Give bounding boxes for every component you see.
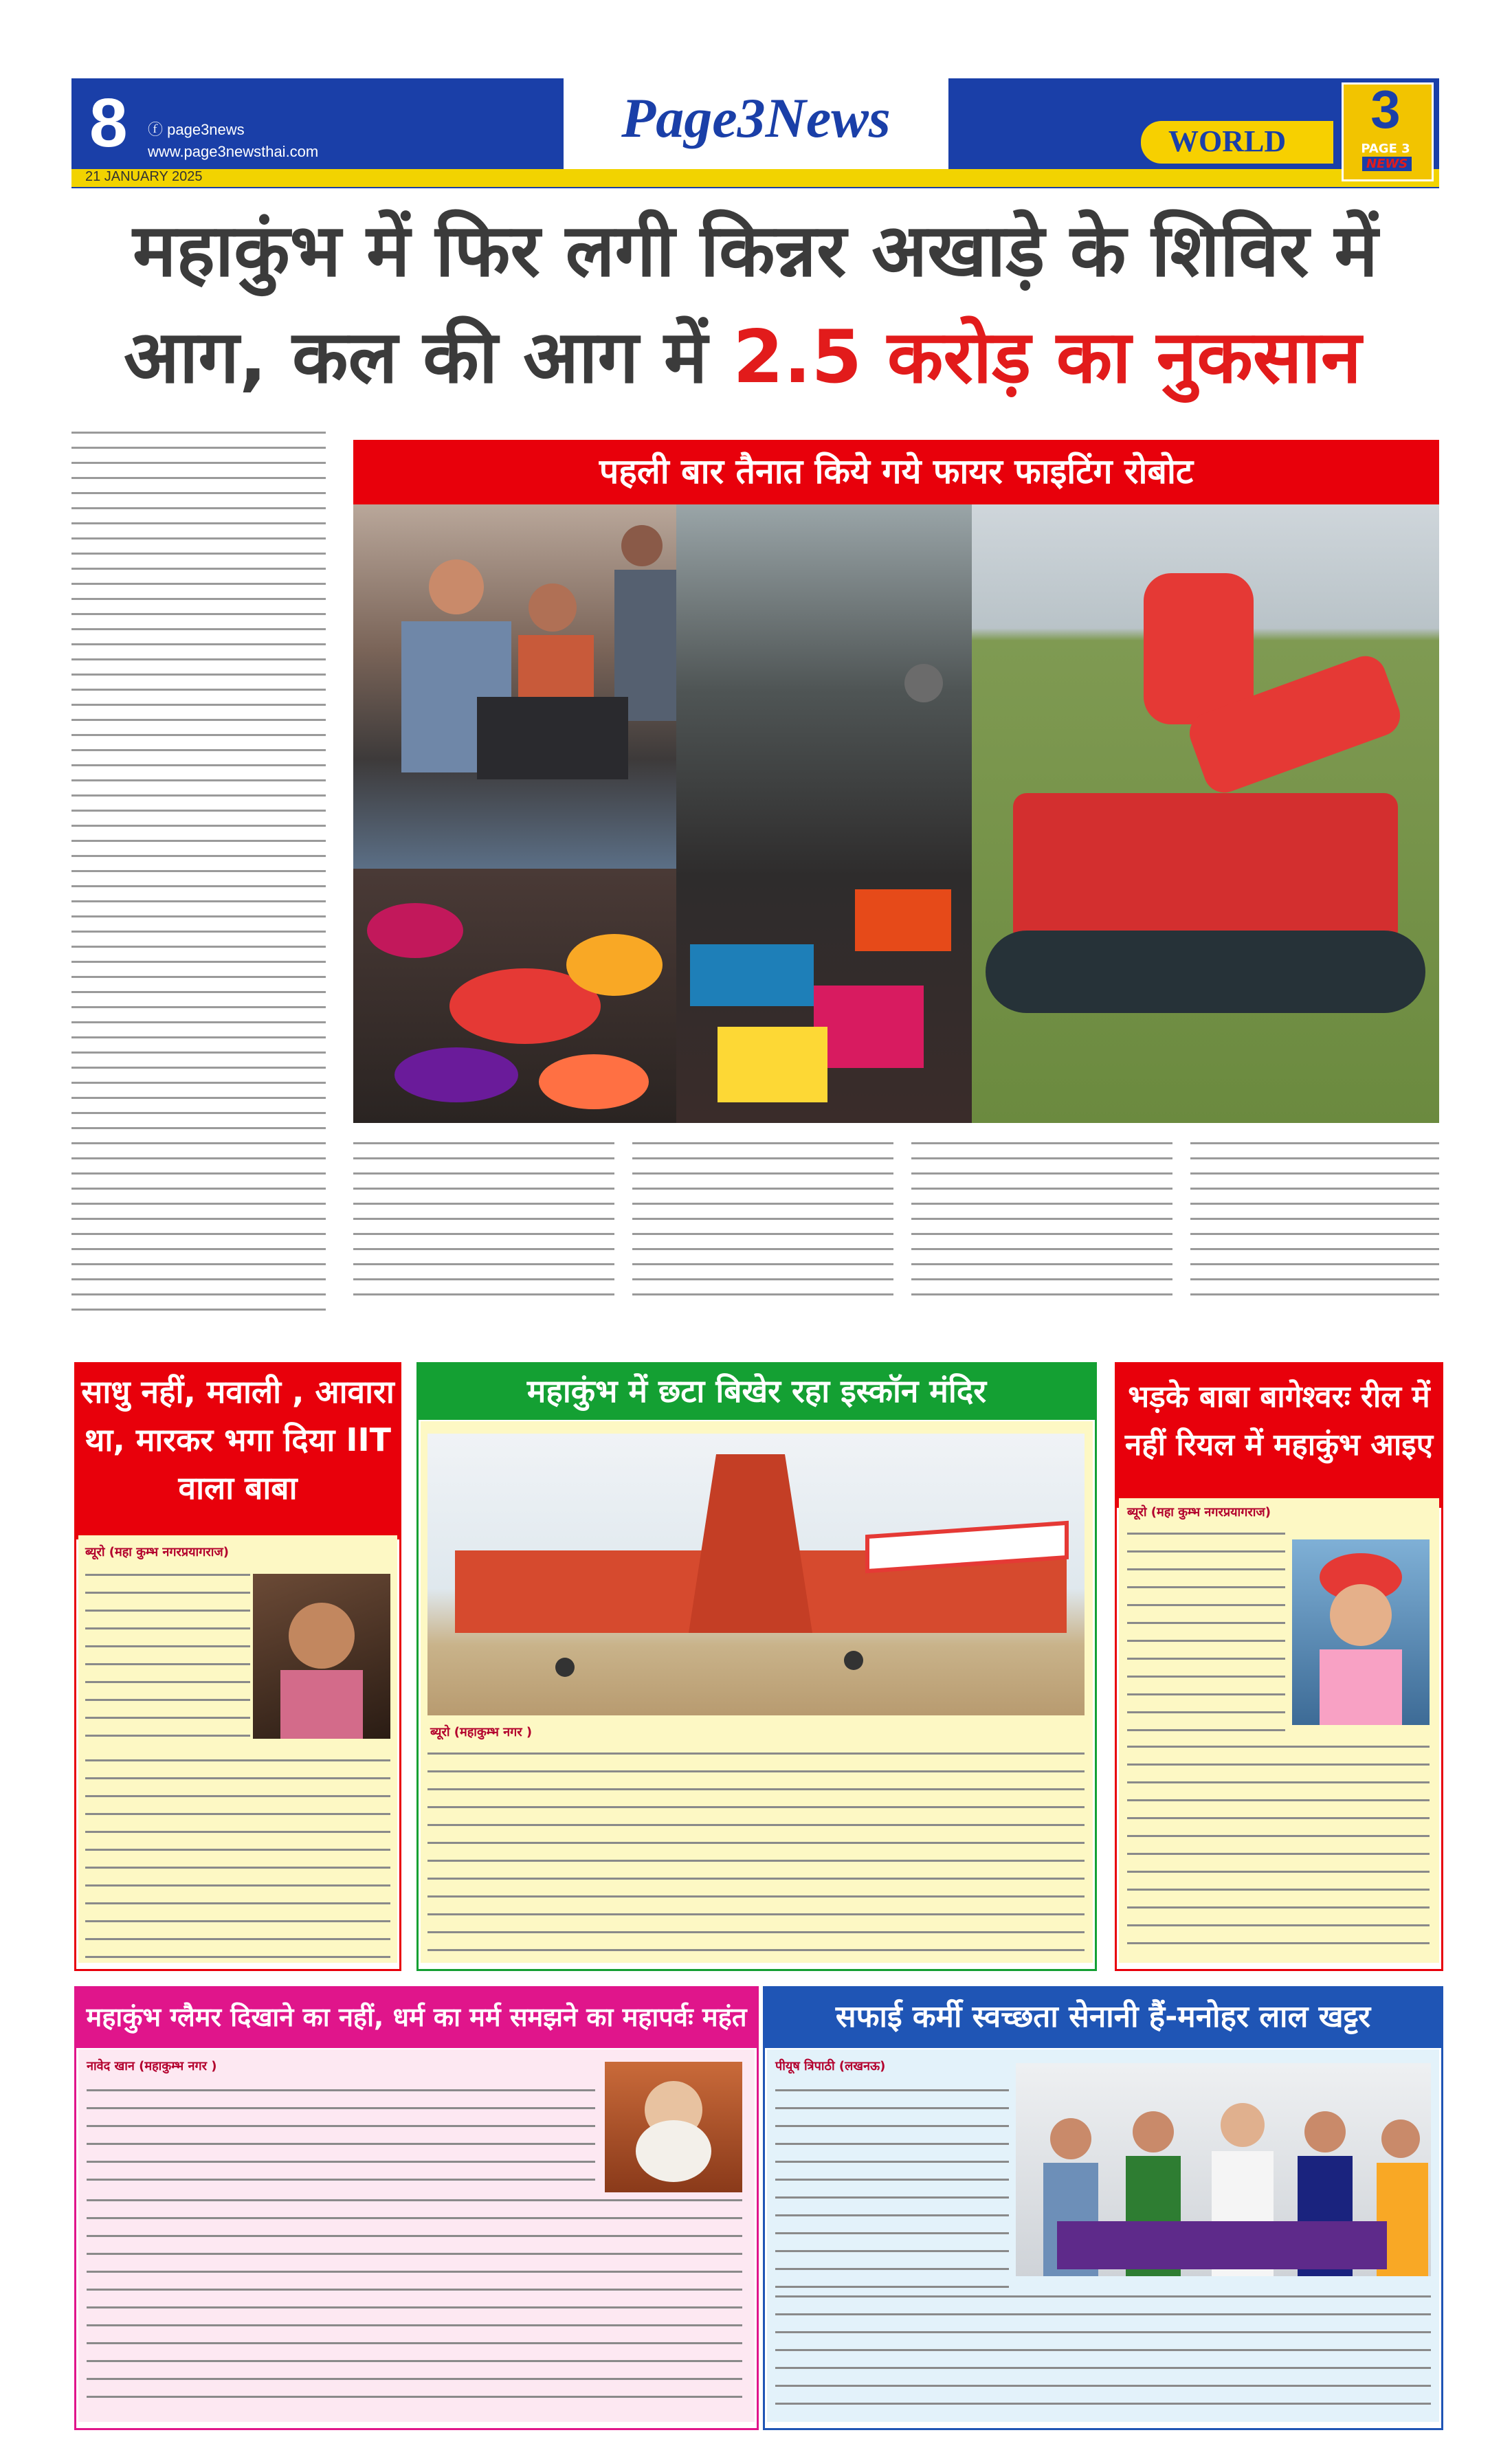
story-text bbox=[775, 2289, 1431, 2412]
story-byline: ब्यूरो (महा कुम्भ नगरप्रयागराज) bbox=[85, 1545, 229, 1559]
story-headline: महाकुंभ में छटा बिखेर रहा इस्कॉन मंदिर bbox=[416, 1362, 1097, 1420]
website-link[interactable]: www.page3newsthai.com bbox=[148, 143, 319, 160]
story-byline: ब्यूरो (महाकुम्भ नगर ) bbox=[430, 1725, 533, 1739]
person-head bbox=[529, 583, 577, 632]
baba-portrait bbox=[253, 1574, 390, 1739]
page-number: 8 bbox=[89, 85, 128, 162]
story-headline: सफाई कर्मी स्वच्छता सेनानी हैं-मनोहर लाल खट्टर bbox=[763, 1986, 1443, 2048]
story-text bbox=[427, 1746, 1085, 1952]
story-text bbox=[1127, 1526, 1285, 1732]
photo-bageshwar-baba bbox=[1292, 1539, 1430, 1725]
story-text bbox=[1127, 1739, 1430, 1952]
lead-headline-line1: महाकुंभ में फिर लगी किन्नर अखाड़े के शिविर में bbox=[133, 208, 1378, 293]
yogesh-portrait bbox=[605, 2062, 742, 2192]
photo-iit-baba bbox=[253, 1574, 390, 1739]
photo-people-at-fire bbox=[353, 504, 676, 869]
issue-date: 21 JANUARY 2025 bbox=[85, 169, 203, 184]
logo-number: 3 bbox=[1370, 79, 1401, 140]
story-byline: ब्यूरो (महा कुम्भ नगरप्रयागराज) bbox=[1127, 1505, 1271, 1520]
temple-graphic bbox=[427, 1434, 1085, 1715]
robot-body bbox=[1013, 793, 1398, 944]
article-column bbox=[353, 1137, 614, 1309]
date-strip bbox=[71, 169, 1439, 187]
lead-subhead: पहली बार तैनात किये गये फायर फाइटिंग रोबोट bbox=[599, 452, 1194, 491]
burnt-camp-graphic bbox=[676, 504, 972, 1123]
story-headline: साधु नहीं, मवाली , आवारा था, मारकर भगा दिया IIT वाला बाबा bbox=[74, 1362, 401, 1539]
story-text bbox=[775, 2082, 1009, 2289]
lead-article-column-left bbox=[71, 426, 326, 1313]
story-text bbox=[85, 1752, 390, 1959]
photo-burnt-camp bbox=[676, 504, 972, 1123]
story-headline: महाकुंभ ग्लैमर दिखाने का नहीं, धर्म का मर्म समझने का महापर्वः महंत bbox=[74, 1986, 759, 2048]
temple-tower bbox=[689, 1454, 812, 1633]
section-label: WORLD bbox=[1168, 124, 1287, 158]
lead-headline-line2: आग, कल की आग में 2.5 करोड़ का नुकसान bbox=[124, 315, 1361, 399]
brand-logo: Page3News bbox=[621, 87, 891, 149]
photo-khattar-event bbox=[1016, 2063, 1431, 2276]
event-graphic bbox=[1016, 2063, 1431, 2276]
story-byline: पीयूष त्रिपाठी (लखनऊ) bbox=[775, 2059, 886, 2073]
photo-burnt-clothes bbox=[353, 869, 676, 1123]
logo-news: NEWS bbox=[1362, 157, 1412, 171]
facebook-icon: ⓕ bbox=[148, 121, 168, 138]
story-text bbox=[87, 2082, 595, 2185]
photo-yogesh-giri bbox=[605, 2062, 742, 2192]
story-text bbox=[85, 1567, 250, 1752]
photo-iskcon-temple bbox=[427, 1434, 1085, 1715]
robot-graphic bbox=[972, 504, 1439, 1123]
article-column bbox=[632, 1137, 893, 1309]
people-photo-graphic bbox=[353, 504, 676, 869]
article-column bbox=[1190, 1137, 1439, 1309]
photo-fire-robot bbox=[972, 504, 1439, 1123]
story-byline: नावेद खान (महाकुम्भ नगर ) bbox=[87, 2059, 217, 2073]
article-column bbox=[911, 1137, 1172, 1309]
burnt-item bbox=[477, 697, 628, 779]
clothes-graphic bbox=[353, 869, 676, 1123]
person-head bbox=[621, 525, 663, 566]
robot-tracks bbox=[986, 931, 1425, 1013]
story-headline: भड़के बाबा बागेश्वरः रील में नहीं रियल में महाकुंभ आइए bbox=[1115, 1362, 1443, 1508]
person-head bbox=[429, 559, 484, 614]
logo-sub: PAGE 3 bbox=[1361, 142, 1410, 156]
social-handle: ⓕ page3news bbox=[148, 121, 245, 138]
bageshwar-portrait bbox=[1292, 1539, 1430, 1725]
story-text bbox=[87, 2192, 742, 2412]
